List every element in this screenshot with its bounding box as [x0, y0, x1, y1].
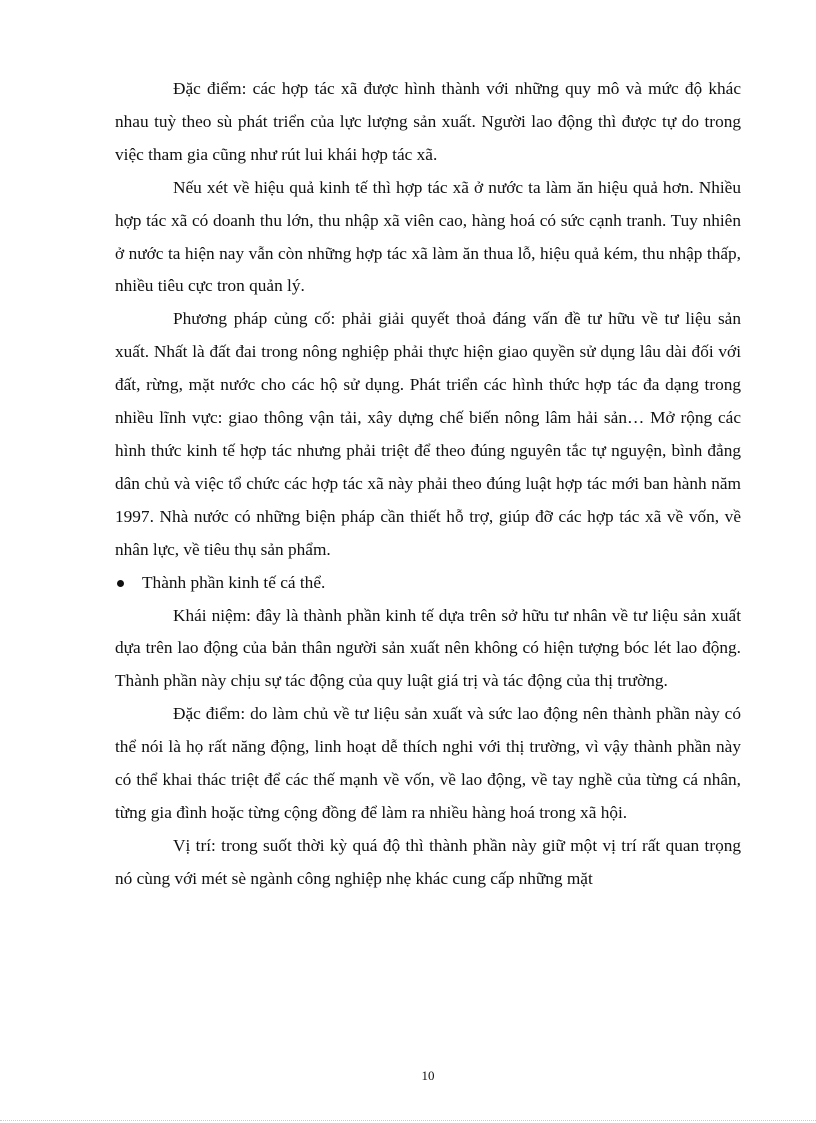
bullet-item-kinh-te-ca-the [115, 567, 741, 600]
paragraph-dac-diem-htx: Đặc điểm: các hợp tác xã được hình thành với những quy mô và mức độ khác nhau tuỳ theo sù phát triển của lực lượng sản xuất. Người lao động thì được tự do trong việc tham gia cũng như rút lui khái hợp tác xã. [115, 79, 741, 164]
paragraph-phuong-phap-cung-co: Phương pháp củng cố: phải giải quyết thoả đáng vấn đề tư hữu về tư liệu sản xuất. Nhất là đất đai trong nông nghiệp phải thực hiện giao quyền sử dụng lâu dài đối với đất, rừng, mặt nước cho các hộ sử dụng. Phát triển các hình thức hợp tác đa dạng trong nhiều lĩnh vực: giao thông vận tải, xây dựng chế biến nông lâm hải sản… Mở rộng các hình thức kinh tế hợp tác nhưng phải triệt để theo đúng nguyên tắc tự nguyện, bình đẳng dân chủ và việc tổ chức các hợp tác xã này phải theo đúng luật hợp tác mới ban hành năm 1997. Nhà nước có những biện pháp cần thiết hỗ trợ, giúp đỡ các hợp tác xã về vốn, về nhân lực, về tiêu thụ sản phẩm. [115, 309, 741, 559]
paragraph-hieu-qua-kinh-te: Nếu xét về hiệu quả kinh tế thì hợp tác xã ở nước ta làm ăn hiệu quả hơn. Nhiều hợp tác xã có doanh thu lớn, thu nhập xã viên cao, hàng hoá có sức cạnh tranh. Tuy nhiên ở nước ta hiện nay vẫn còn những hợp tác xã làm ăn thua lỗ, hiệu quả kém, thu nhập thấp, nhiều tiêu cực tron quản lý. [115, 177, 741, 296]
bullet-icon [117, 580, 124, 587]
page-body [115, 73, 741, 896]
paragraph-khai-niem: Khái niệm: đây là thành phần kinh tế dựa trên sở hữu tư nhân về tư liệu sản xuất dựa trên lao động của bản thân người sản xuất nên không có hiện tượng bóc lét lao động. Thành phần này chịu sự tác động của quy luật giá trị và tác động của thị trường. [115, 605, 741, 691]
bullet-text: Thành phần kinh tế cá thể. [142, 572, 326, 592]
page-bottom-divider [0, 1120, 816, 1121]
paragraph-dac-diem-ca-the: Đặc điểm: do làm chủ về tư liệu sản xuất và sức lao động nên thành phần này có thể nói là họ rất năng động, linh hoạt dễ thích nghi với thị trường, vì vậy thành phần này có thể khai thác triệt để các thế mạnh về vốn, về lao động, về tay nghề của từng cá nhân, từng gia đình hoặc từng cộng đồng để làm ra nhiều hàng hoá trong xã hội. [115, 704, 741, 822]
paragraph-vi-tri: Vị trí: trong suốt thời kỳ quá độ thì thành phần này giữ một vị trí rất quan trọng nó cùng với mét sè ngành công nghiệp nhẹ khác cung cấp những mặt [115, 835, 741, 888]
page-number: 10 [421, 1068, 435, 1083]
